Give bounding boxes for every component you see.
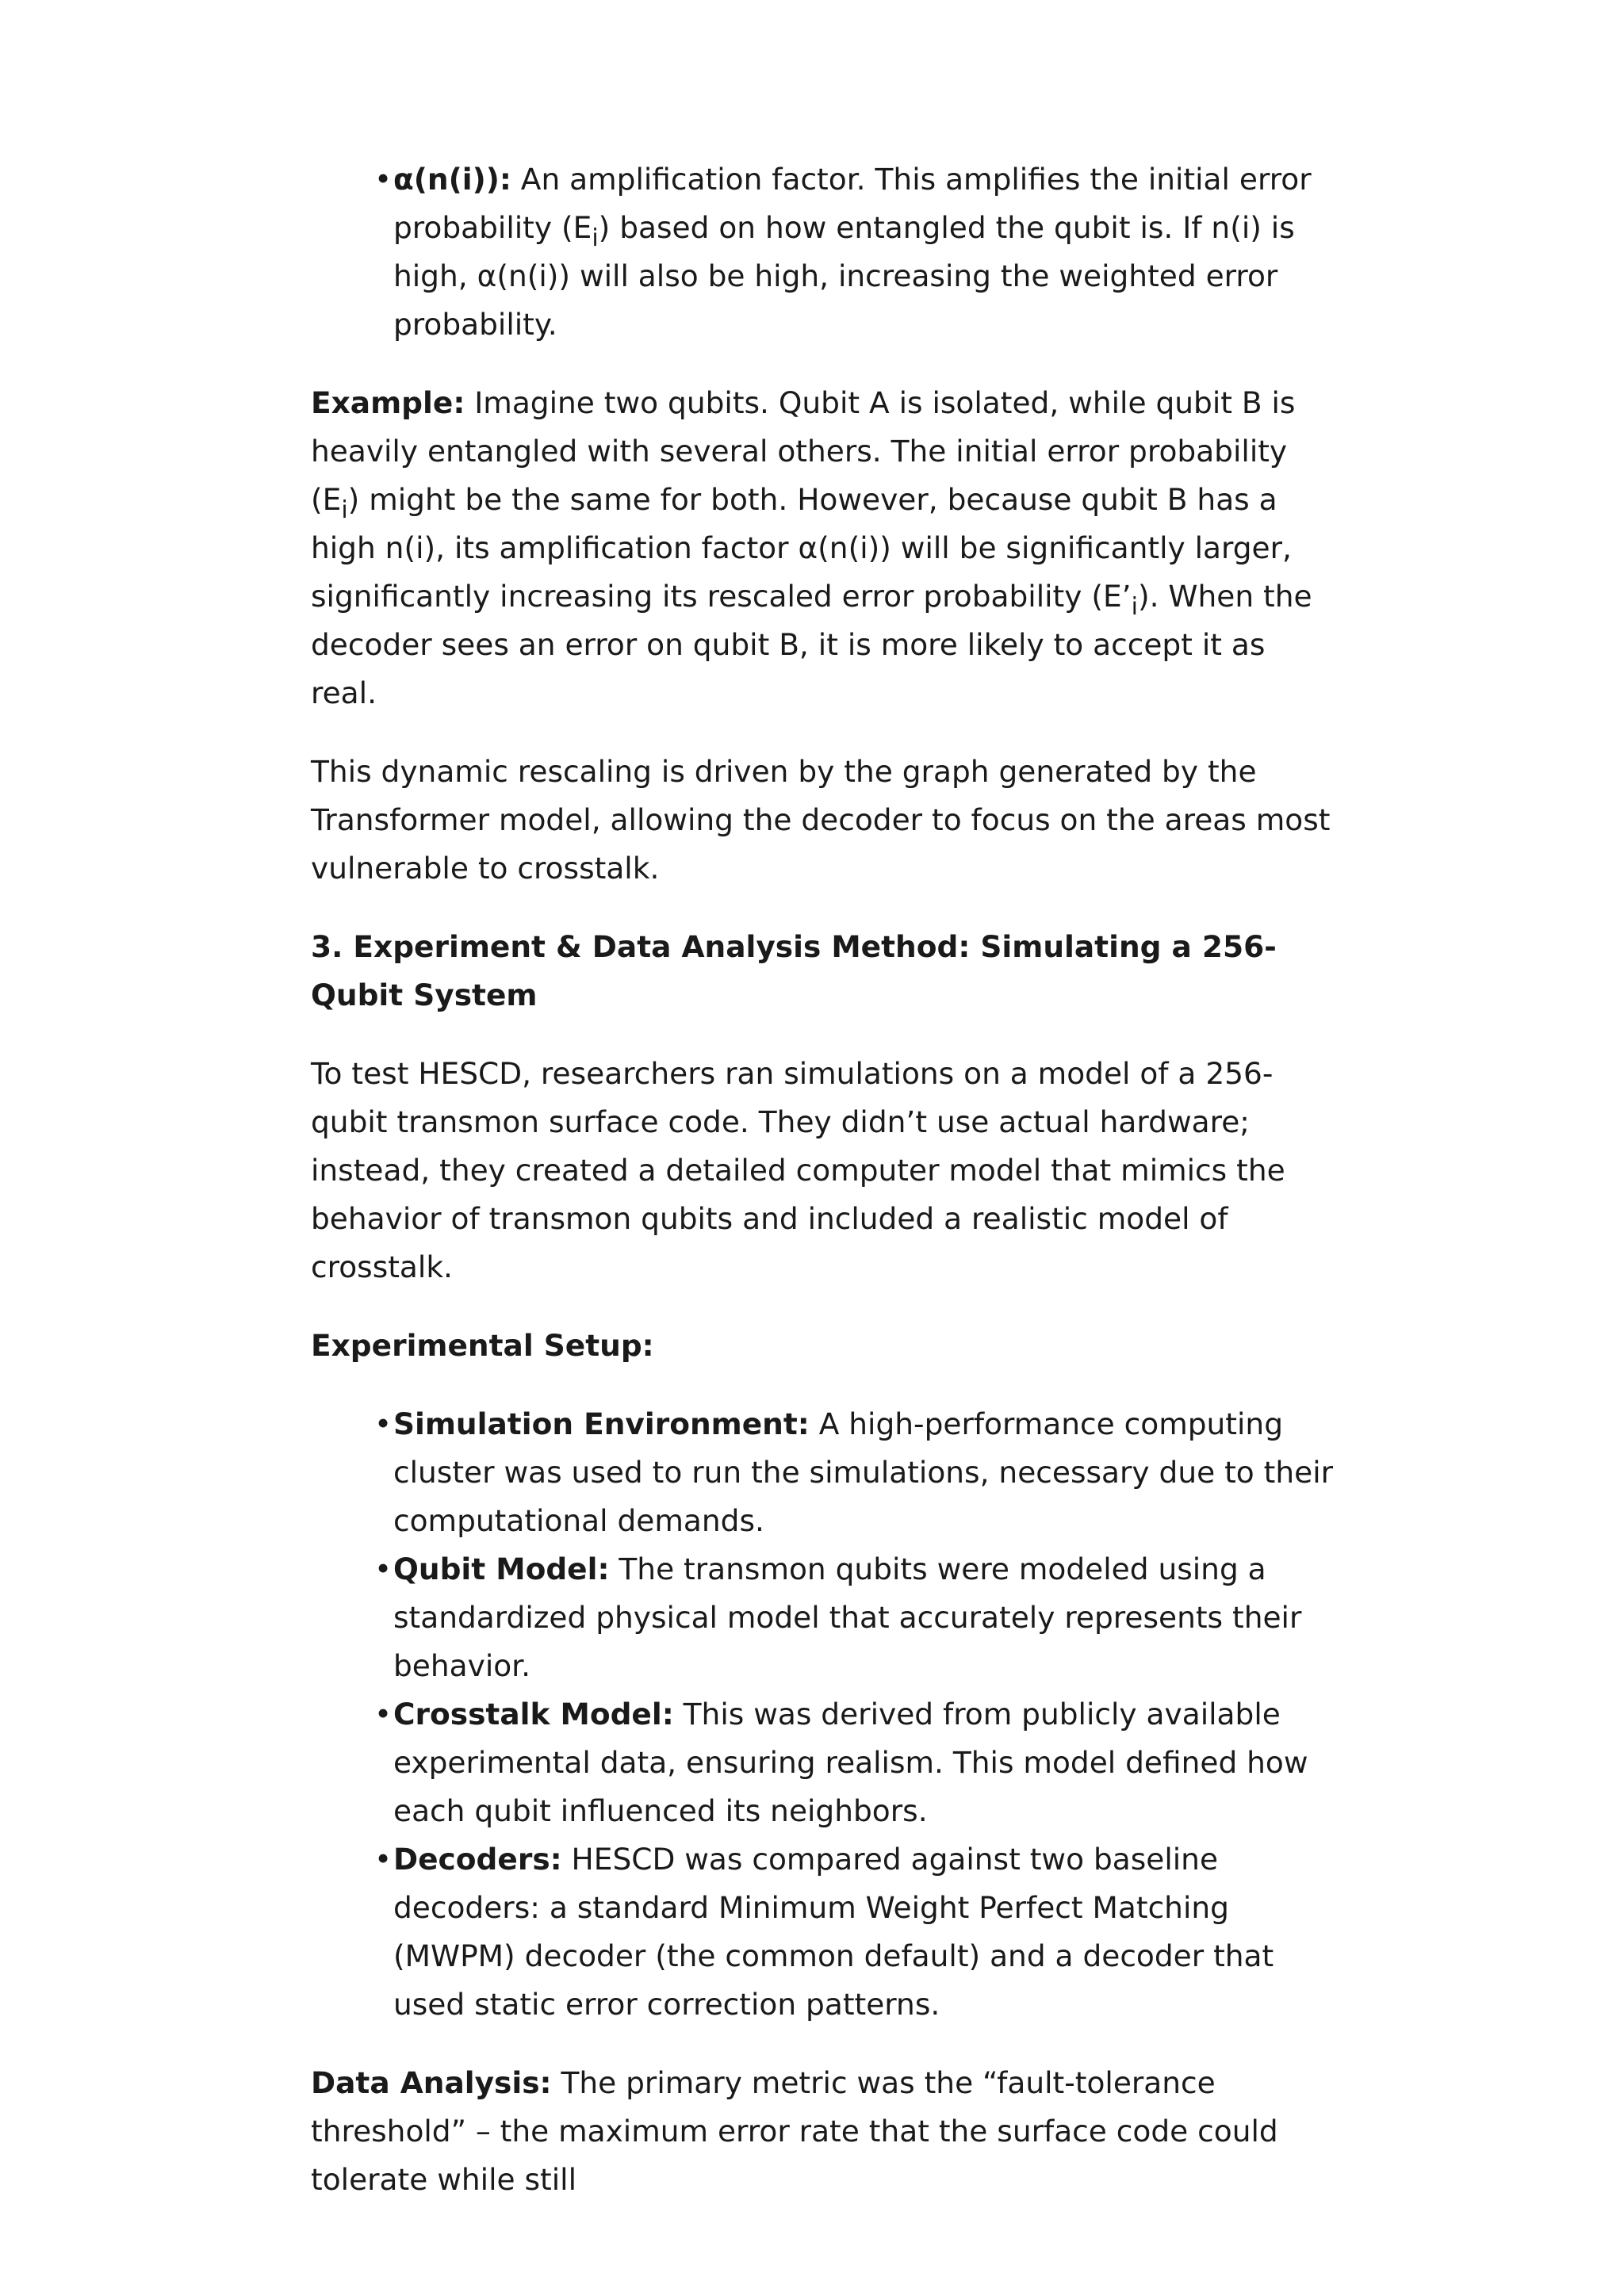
list-item	[374, 1400, 1334, 1545]
dynamic-rescaling-paragraph: This dynamic rescaling is driven by the graph generated by the Transformer model, allowing the decoder to focus on the areas most vulnerable to crosstalk.	[311, 754, 1331, 886]
section-heading: 3. Experiment & Data Analysis Method: Simulating a 256-Qubit System	[311, 929, 1277, 1012]
intro-paragraph: To test HESCD, researchers ran simulations on a model of a 256-qubit transmon surface code. They didn’t use actual hardware; instead, they created a detailed computer model that mimics the behavior of transmon qubits and included a realistic model of crosstalk.	[311, 1056, 1285, 1284]
term-label: Qubit Model:	[393, 1552, 610, 1586]
list-item	[374, 1545, 1334, 1690]
data-analysis-paragraph	[311, 2059, 1334, 2204]
document-body	[311, 155, 1334, 2234]
term-text: A high-performance computing cluster was used to run the simulations, necessary due to their computational demands.	[393, 1406, 1334, 1538]
alpha-bullet-list	[311, 155, 1334, 349]
example-label: Example:	[311, 385, 465, 420]
example-text: ). When the decoder sees an error on qubit B, it is more likely to accept it as real.	[311, 579, 1312, 710]
term-text: The transmon qubits were modeled using a standardized physical model that accurately represents their behavior.	[393, 1552, 1302, 1683]
term-label: α(n(i)):	[393, 162, 511, 197]
bullet-marker: •	[374, 1552, 393, 1586]
subscript: i	[341, 496, 348, 524]
bullet-marker: •	[374, 162, 393, 197]
subscript: i	[1131, 593, 1138, 621]
subscript: i	[592, 224, 599, 252]
setup-list	[311, 1400, 1334, 2029]
example-text: Imagine two qubits. Qubit A is isolated, while qubit B is heavily entangled with several others. The initial error probability (E	[311, 385, 1296, 517]
term-text: An amplification factor. This amplifies the initial error probability (E	[393, 162, 1312, 245]
data-analysis-label: Data Analysis:	[311, 2065, 552, 2100]
setup-title-text: Experimental Setup:	[311, 1328, 654, 1363]
example-text: ) might be the same for both. However, because qubit B has a high n(i), its amplification factor α(n(i)) will be significantly larger, significantly increasing its rescaled error probability (E’	[311, 482, 1292, 614]
term-text: HESCD was compared against two baseline decoders: a standard Minimum Weight Perfect Matching (MWPM) decoder (the common default) and a decoder that used static error correction patterns.	[393, 1842, 1274, 2022]
bullet-marker: •	[374, 1842, 393, 1877]
example-paragraph	[311, 379, 1334, 718]
setup-title	[311, 1322, 1334, 1370]
term-text: ) based on how entangled the qubit is. If n(i) is high, α(n(i)) will also be high, increasing the weighted error probability.	[393, 210, 1295, 342]
bullet-marker: •	[374, 1406, 393, 1441]
bullet-marker: •	[374, 1697, 393, 1732]
term-label: Crosstalk Model:	[393, 1697, 674, 1732]
list-item	[374, 155, 1334, 349]
list-item	[374, 1690, 1334, 1835]
term-label: Decoders:	[393, 1842, 562, 1877]
data-analysis-text: The primary metric was the “fault-tolerance threshold” – the maximum error rate that the surface code could tolerate while still	[311, 2065, 1278, 2197]
term-text: This was derived from publicly available experimental data, ensuring realism. This model defined how each qubit influenced its neighbors.	[393, 1697, 1308, 1828]
list-item	[374, 1835, 1334, 2029]
term-label: Simulation Environment:	[393, 1406, 810, 1441]
